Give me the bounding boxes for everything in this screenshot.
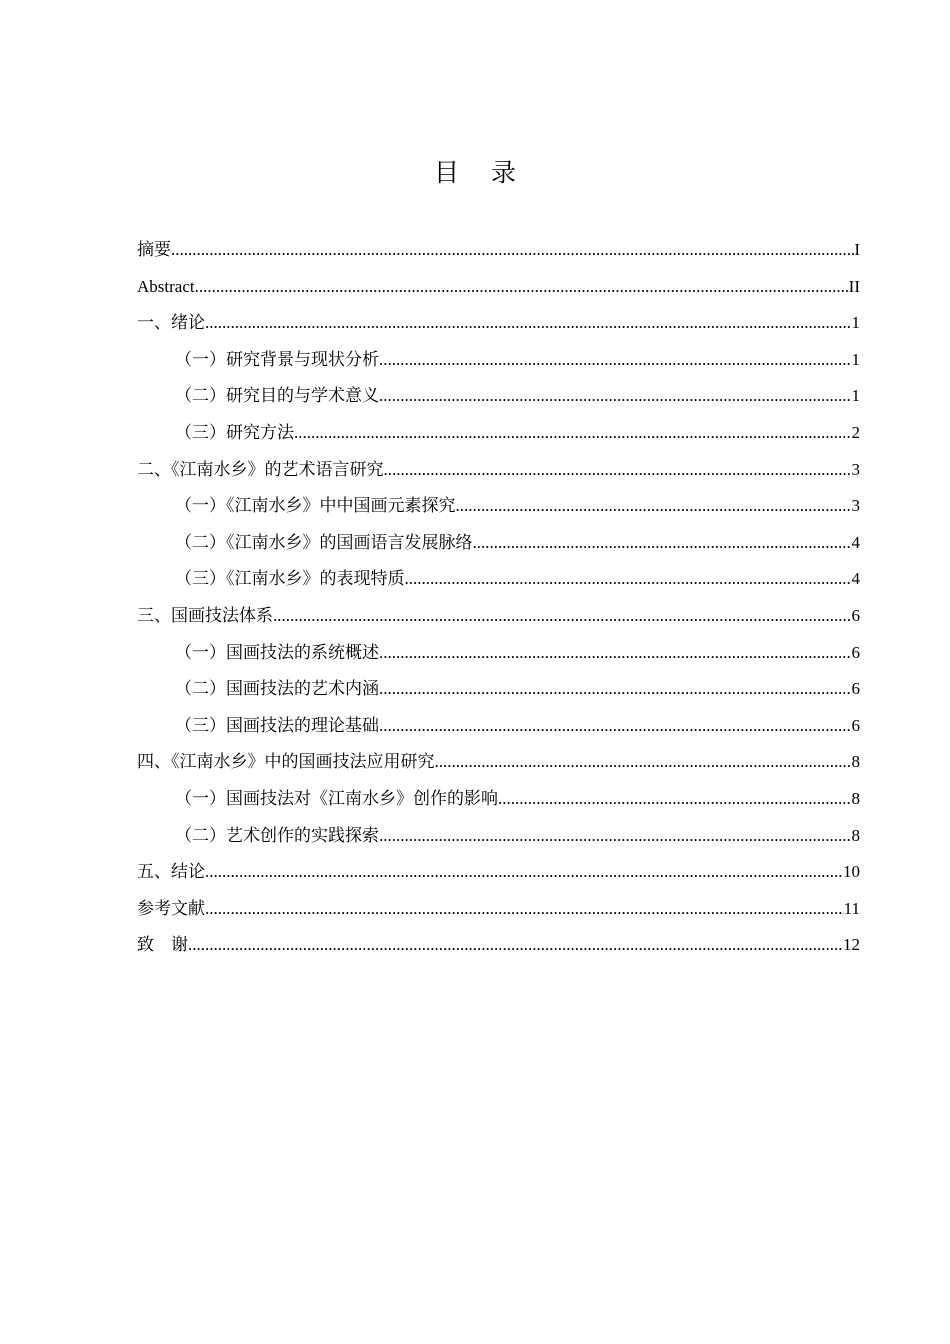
dot-leader [205,305,852,342]
toc-entry-section-1-2[interactable] [137,378,860,415]
toc-entry-label: 一、绪论 [137,313,205,333]
toc-entry-abstract-cn[interactable] [137,232,860,269]
toc-entry-page: 8 [851,825,860,845]
toc-entry-chapter-3[interactable] [137,598,860,635]
toc-entry-label: （三）国画技法的理论基础 [175,715,379,735]
toc-entry-page: I [854,240,860,259]
toc-entry-label: （一）《江南水乡》中中国画元素探究 [175,496,456,516]
toc-entry-page: 11 [843,898,860,918]
dot-leader [205,891,844,928]
toc-entry-page: 1 [851,386,860,406]
dot-leader [171,232,854,269]
toc-entry-section-3-1[interactable] [137,635,860,672]
toc-entry-section-2-2[interactable] [137,525,860,562]
toc-entry-abstract-en[interactable] [137,269,860,306]
toc-entry-chapter-4[interactable] [137,744,860,781]
toc-entry-page: 1 [851,349,860,369]
toc-entry-page: 6 [851,715,860,735]
toc-entry-chapter-2[interactable] [137,452,860,489]
toc-entry-label: 二、《江南水乡》的艺术语言研究 [137,459,384,479]
toc-entry-page: 8 [851,752,860,772]
dot-leader [405,561,852,598]
toc-entry-section-2-1[interactable] [137,488,860,525]
toc-entry-section-3-2[interactable] [137,671,860,708]
dot-leader [294,415,852,452]
toc-entry-section-1-1[interactable] [137,342,860,379]
toc-title: 目 录 [434,158,528,187]
toc-entry-label: （二）研究目的与学术意义 [175,386,379,406]
toc-entry-label: （一）国画技法的系统概述 [175,642,379,662]
dot-leader [498,781,852,818]
toc-entry-label: Abstract [137,276,195,296]
dot-leader [435,744,852,781]
toc-entry-page: 12 [843,935,860,955]
dot-leader [379,708,852,745]
toc-entry-page: 6 [851,642,860,662]
dot-leader [379,818,852,855]
toc-entry-label: 四、《江南水乡》中的国画技法应用研究 [137,752,435,772]
toc-entry-page: 1 [851,313,860,333]
toc-entry-label: （二）艺术创作的实践探索 [175,825,379,845]
dot-leader [379,378,852,415]
toc-entry-acknowledgements[interactable] [137,927,860,964]
toc-entry-page: II [848,276,860,296]
toc-entry-label: （一）研究背景与现状分析 [175,349,379,369]
dot-leader [379,671,852,708]
toc-entry-page: 2 [851,422,860,442]
toc-entry-section-4-2[interactable] [137,818,860,855]
dot-leader [379,635,852,672]
toc-entry-label: 五、结论 [137,862,205,882]
toc-entry-section-1-3[interactable] [137,415,860,452]
toc-entry-label: 参考文献 [137,898,205,918]
toc-entry-chapter-1[interactable] [137,305,860,342]
toc-entry-page: 3 [851,459,860,479]
toc-entry-page: 6 [851,605,860,625]
toc-entry-page: 10 [843,862,860,882]
table-of-contents [137,232,860,964]
toc-entry-references[interactable] [137,891,860,928]
dot-leader [195,269,849,306]
toc-entry-label: 致 谢 [137,935,188,955]
toc-entry-label: （三）研究方法 [175,422,294,442]
toc-entry-section-3-3[interactable] [137,708,860,745]
dot-leader [384,452,852,489]
toc-entry-label: （二）《江南水乡》的国画语言发展脉络 [175,532,473,552]
toc-entry-label: 摘要 [137,240,171,259]
toc-entry-page: 4 [851,569,860,589]
toc-entry-label: （一）国画技法对《江南水乡》创作的影响 [175,788,498,808]
dot-leader [273,598,852,635]
toc-entry-section-4-1[interactable] [137,781,860,818]
toc-entry-label: 三、国画技法体系 [137,605,273,625]
dot-leader [205,854,843,891]
toc-entry-chapter-5[interactable] [137,854,860,891]
toc-entry-page: 6 [851,679,860,699]
toc-entry-section-2-3[interactable] [137,561,860,598]
toc-entry-page: 4 [851,532,860,552]
dot-leader [456,488,852,525]
toc-entry-page: 3 [851,496,860,516]
dot-leader [473,525,852,562]
toc-entry-label: （三）《江南水乡》的表现特质 [175,569,405,589]
dot-leader [188,927,843,964]
dot-leader [379,342,852,379]
toc-entry-label: （二）国画技法的艺术内涵 [175,679,379,699]
toc-entry-page: 8 [851,788,860,808]
